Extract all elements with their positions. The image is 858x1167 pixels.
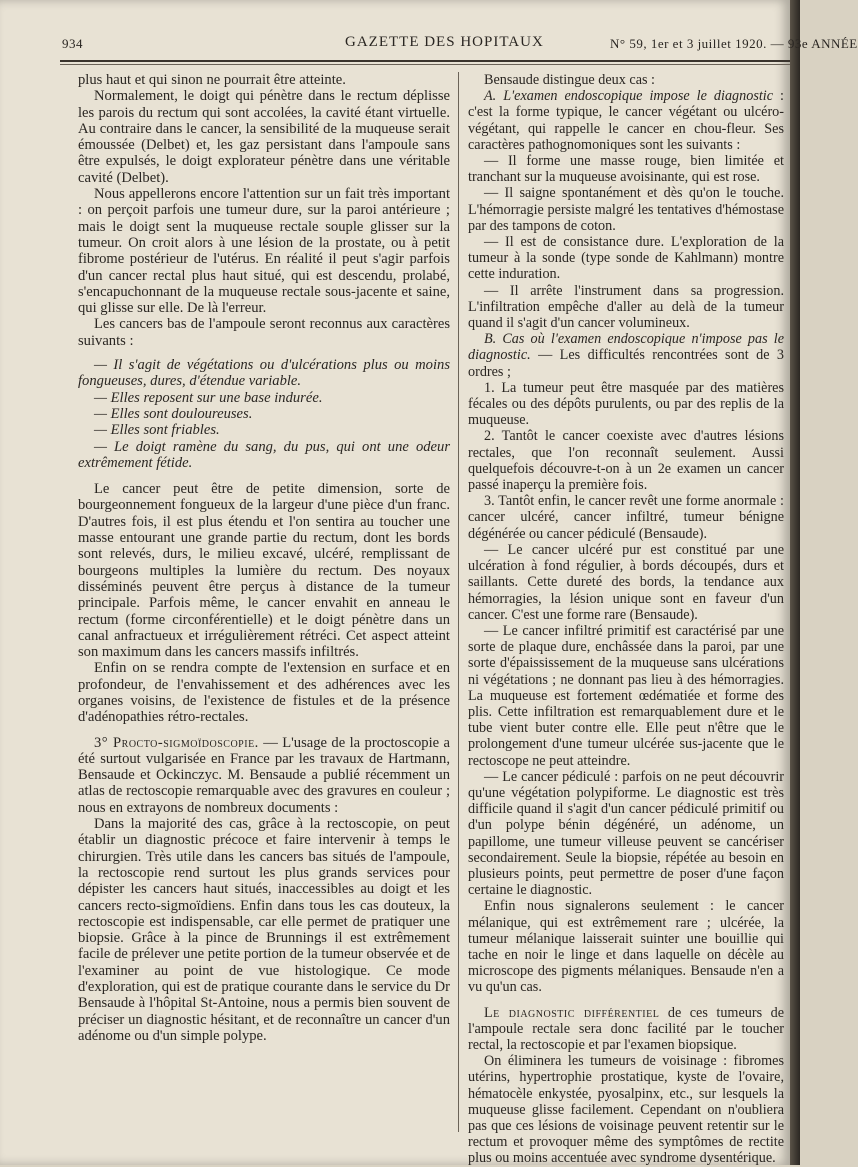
paragraph: Enfin on se rendra compte de l'extension en surface et en profondeur, de l'envahissement et des adhérences avec les organes voisins, de l'existence de fistules et de la présence d'adénopathies rétro-rectales. — [78, 660, 450, 726]
case-label: B. Cas où l'examen endoscopique n'impose pas le diagnostic. — [468, 331, 784, 364]
paragraph: Normalement, le doigt qui pénètre dans le rectum déplisse les parois du rectum qui sont accolées, la cavité étant virtuelle. Au contraire dans le cancer, la sensibilité de la muqueuse serait émoussée (Delbet) et, les gaz persistant dans l'ampoule sans être expulsés, le doigt explorateur pénètre dans une véritable cavité (Delbet). — [78, 88, 450, 186]
paragraph: Bensaude distingue deux cas : — [484, 72, 655, 88]
paragraph: — Il est de consistance dure. L'exploration de la tumeur à la sonde (type sonde de Kahlmann) montre cette induration. — [468, 234, 784, 283]
section-paragraph — [468, 1005, 784, 1054]
left-column — [78, 72, 450, 1044]
paragraph: — Le cancer pédiculé : parfois on ne peut découvrir qu'une végétation polypiforme. Le diagnostic est très difficile quand il s'agit d'un cancer pédiculé primitif ou d'un polype bénin dégénéré, un adénome, un papillome, une tumeur villeuse peuvent se cancériser secondairement. Seule la biopsie, répétée au besoin en plusieurs points, peut permettre de poser d'une façon certaine le diagnostic. — [468, 768, 784, 899]
list-item: — Elles sont douloureuses. — [94, 405, 253, 422]
right-column — [468, 72, 784, 1167]
list-item: — Il s'agit de végétations ou d'ulcérations plus ou moins fongueuses, dures, d'étendue variable. — [78, 357, 450, 390]
paragraph — [468, 88, 784, 153]
header-rule-thin — [60, 64, 790, 65]
paragraph: Nous appellerons encore l'attention sur un fait très important : on perçoit parfois une tumeur dure, sur la paroi antérieure ; mais le doigt sent la muqueuse rectale souple glisser sur la tumeur. On croit alors à une lésion de la prostate, ou à petit fibrome postérieur de l'utérus. En réalité il peut s'agir parfois d'un cancer rectal plus haut situé, qui est descendu, prolabé, s'encapuchonnant de la muqueuse rectale sous-jacente et saine, qui glisse sur elle. De là l'erreur. — [78, 186, 450, 317]
section-paragraph — [78, 735, 450, 816]
paragraph-text: de ces tumeurs de l'ampoule rectale sera donc facilité par le toucher rectal, la rectoscopie et par l'examen biopsique. — [468, 1004, 784, 1053]
paragraph: plus haut et qui sinon ne pourrait être atteinte. — [78, 72, 346, 88]
paragraph-text: — Les difficultés rencontrées sont de 3 ordres ; — [468, 347, 784, 380]
paragraph: — Il forme une masse rouge, bien limitée et tranchant sur la muqueuse avoisinante, qui est rose. — [468, 153, 784, 186]
paragraph: — Le cancer ulcéré pur est constitué par une ulcération à fond régulier, à bords découpés, durs et saillants. Cette dureté des bords, la tendance aux hémorragies, la lésion unique sont en faveur d'un cancer. C'est une forme rare (Bensaude). — [468, 541, 784, 623]
paragraph: 1. La tumeur peut être masquée par des matières fécales ou des dépôts purulents, ou par des replis de la muqueuse. — [468, 379, 784, 429]
section-heading: 3° Procto-sigmoïdoscopie. — [94, 734, 259, 751]
paragraph: — Il saigne spontanément et dès qu'on le touche. L'hémorragie persiste malgré les tentatives d'hémostase par des tampons de coton. — [468, 185, 784, 234]
page-edge-shadow — [790, 0, 800, 1165]
column-divider — [458, 72, 459, 1132]
paragraph-text: — L'usage de la proctoscopie a été surtout vulgarisée en France par les travaux de Hartmann, Bensaude et Ockinczyc. M. Bensaude a publié récemment un atlas de rectoscopie remarquable avec des gravures en couleur ; nous en extrayons de nombreux documents : — [78, 734, 451, 816]
paragraph: 3. Tantôt enfin, le cancer revêt une forme anormale : cancer ulcéré, cancer infiltré, tumeur bénigne dégénérée ou cancer pédiculé (Bensaude). — [468, 493, 784, 542]
paragraph: On éliminera les tumeurs de voisinage : fibromes utérins, hypertrophie prostatique, kyste de l'ovaire, hématocèle enkystée, pyosalpinx, etc., sur lesquels la muqueuse glisse facilement. Cependant on n'oubliera pas que ces lésions de voisinage peuvent retentir sur le rectum et provoquer même des symptômes de rectite plus ou moins accentuée avec syndrome dysentérique. — [468, 1053, 784, 1167]
header-rule — [60, 60, 790, 62]
paragraph: Dans la majorité des cas, grâce à la rectoscopie, on peut établir un diagnostic précoce et faire intervenir à temps le chirurgien. Très utile dans les cancers bas situés de l'ampoule, la rectoscopie rend surtout les plus grands services pour dépister les cancers haut situés, inaccessibles au doigt et les cancers recto-sigmoïdiens. Enfin dans tous les cas douteux, la rectoscopie est indispensable, car elle permet de pratiquer une biopsie. Grâce à la pince de Brunnings il est extrêmement facile de prélever une petite portion de la tumeur observée et de l'examiner au point de vue histologique. Ce mode d'exploration, qui est de pratique courante dans le service du Dr Bensaude à l'hôpital St-Antoine, nous a permis bien souvent de préciser un diagnostic hésitant, et de reconnaître un cancer d'un adénome ou d'un simple polype. — [78, 816, 450, 1044]
page-header — [62, 34, 858, 56]
case-label: A. L'examen endoscopique impose le diagnostic — [484, 88, 774, 105]
journal-title: GAZETTE DES HOPITAUX — [345, 34, 544, 50]
issue-info: N° 59, 1er et 3 juillet 1920. — 93e ANNÉE — [610, 36, 858, 51]
page-number: 934 — [62, 36, 83, 51]
list-item: — Elles reposent sur une base indurée. — [94, 389, 323, 406]
paragraph: 2. Tantôt le cancer coexiste avec d'autres lésions rectales, que l'on reconnaît seulement. Aussi quelquefois découvre-t-on à un 2e examen un cancer passé inaperçu la première fois. — [468, 428, 784, 494]
characteristics-list — [78, 357, 450, 471]
paragraph-text: : c'est la forme typique, le cancer végétant ou ulcéro-végétant, qui rappelle le cancer en chou-fleur. Ses caractères pathognomoniques sont les suivants : — [468, 88, 784, 153]
paragraph: Enfin nous signalerons seulement : le cancer mélanique, qui est extrêmement rare ; ulcérée, la tumeur mélanique laisserait suinter une bouillie qui tache en noir le linge et dans laquelle on décèle au microscope des pigments mélaniques. Bensaude n'en a vu qu'un cas. — [468, 898, 784, 996]
section-heading: Le diagnostic différentiel — [484, 1004, 660, 1021]
list-item: — Elles sont friables. — [94, 422, 220, 439]
list-item: — Le doigt ramène du sang, du pus, qui ont une odeur extrêmement fétide. — [78, 438, 450, 471]
paragraph — [468, 331, 784, 380]
paragraph: — Le cancer infiltré primitif est caractérisé par une sorte de plaque dure, enchâssée dans la paroi, par une sorte d'épaississement de la muqueuse sans ulcérations ni végétations ; ne donnant pas lieu à des hémorragies. La muqueuse est fortement œdématiée et forme des plis. Cette infiltration est remarquablement dure et le tube vient buter contre elle. Elle peut n'être que le prolongement d'une tumeur ulcérée sus-jacente que le rectoscope ne peut atteindre. — [468, 622, 784, 769]
paragraph: Le cancer peut être de petite dimension, sorte de bourgeonnement fongueux de la largeur d'une pièce d'un franc. D'autres fois, il est plus étendu et l'on sentira au toucher une masse entourant une grande partie du rectum, dont les bords sont relevés, durs, le milieu excavé, ulcéré, remplissant de bourgeons multiples la lumière du rectum. Des noyaux disséminés peuvent être perçus à distance de la tumeur principale. Parfois même, le cancer envahit en anneau le rectum (forme circonférentielle) et le doigt pénètre dans un canal anfractueux et irrégulièrement rétréci. Cet aspect atteint son maximum dans les cancers massifs infiltrés. — [78, 481, 450, 661]
paragraph: — Il arrête l'instrument dans sa progression. L'infiltration empêche d'aller au delà de la tumeur quand il s'agit d'un cancer volumineux. — [468, 282, 784, 332]
paragraph: Les cancers bas de l'ampoule seront reconnus aux caractères suivants : — [78, 316, 450, 349]
